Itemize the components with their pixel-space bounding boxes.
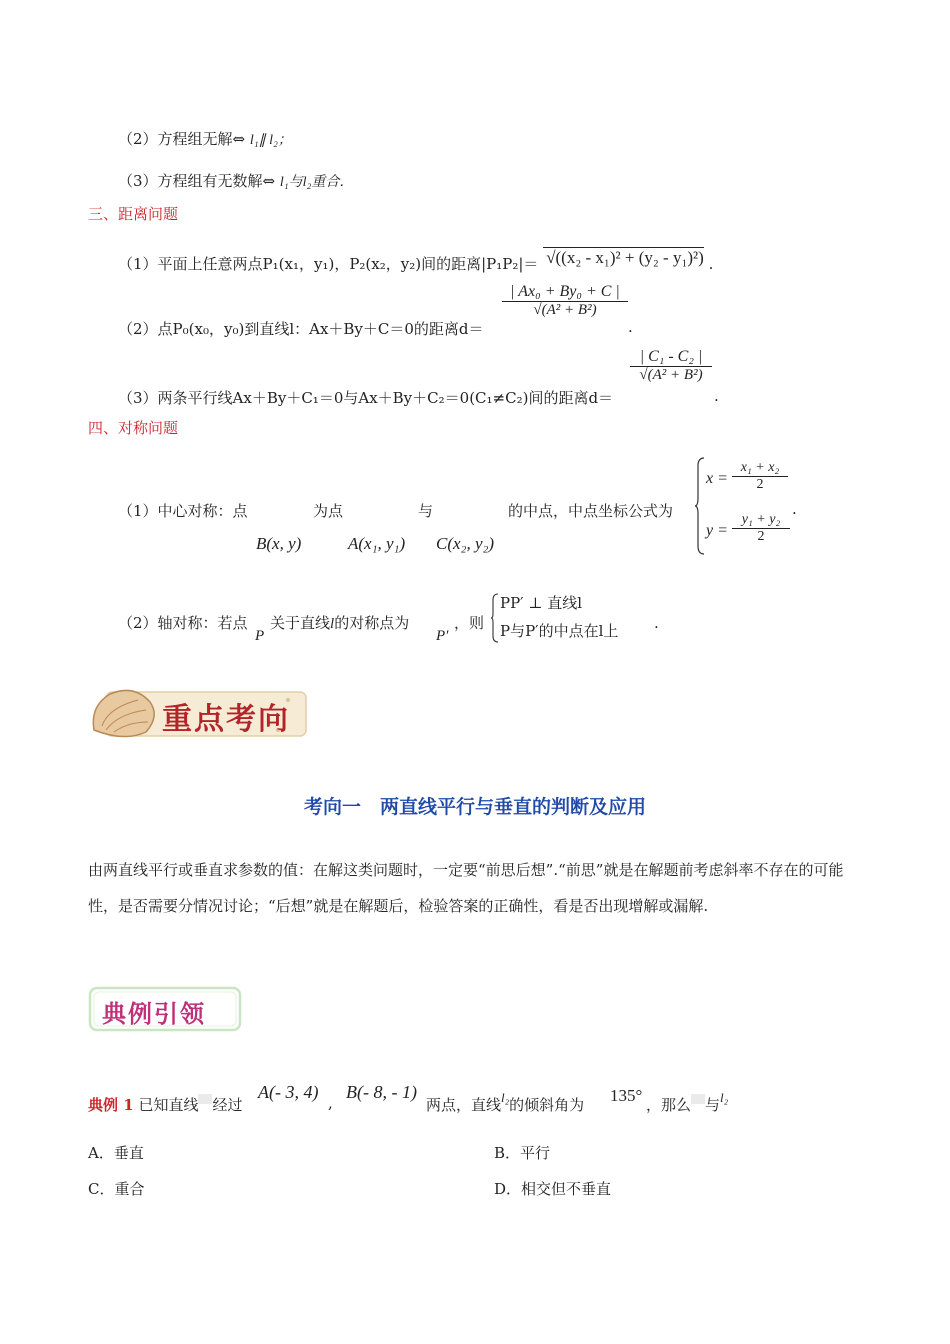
cond-brace-icon (490, 592, 500, 644)
d3-text: （3）两条平行线Ax＋By＋C₁＝0与Ax＋By＋C₂＝0(C₁≠C₂)间的距离d＝ (118, 389, 614, 407)
d2-text: （2）点P₀(x₀，y₀)到直线l：Ax＋By＋C＝0的距离d＝ (118, 320, 484, 338)
formula-y-den: 2 (757, 529, 765, 544)
option-C-text: 重合 (114, 1180, 145, 1198)
d2-numerator: | Ax₀ + By₀ + C | (502, 283, 628, 302)
point-B: B(x, y) (256, 534, 302, 553)
example-banner (88, 986, 244, 1034)
d1-text: （1）平面上任意两点P₁(x₁，y₁)，P₂(x₂，y₂)间的距离|P₁P₂|＝ (118, 255, 539, 273)
key-direction-banner-text: 重点考向 (162, 702, 290, 737)
sym-item-2-b (270, 612, 409, 633)
point-C: C(x₂, y₂) (436, 534, 495, 553)
distance-item-1: （1）平面上任意两点P₁(x₁，y₁)，P₂(x₂，y₂)间的距离|P₁P₂|＝ √((x₂ - x₁)² + (y₂ - y₁)²) . (118, 248, 714, 273)
formula-y-frac (732, 512, 790, 545)
item2-math: l₁∥ l₂； (249, 133, 292, 148)
example-t4: 的倾斜角为 (509, 1096, 585, 1114)
sym-point-Pprime: P′ (436, 628, 449, 644)
sym-item-1-b: 为点 (313, 502, 344, 520)
example-t3-line (426, 1090, 585, 1115)
sym-item-1-a: （1）中心对称：点 (118, 502, 248, 520)
distance-item-2 (118, 318, 484, 339)
list-item-3 (118, 170, 353, 191)
option-A-text: 垂直 (113, 1144, 144, 1162)
example-t6: 与 (705, 1096, 721, 1114)
cond-1: PP′ ⊥ 直线l (500, 594, 583, 612)
d3-fraction (630, 348, 712, 384)
example-point-B: B(- 8, - 1) (346, 1082, 417, 1102)
example-t5: ，那么 (646, 1096, 692, 1114)
example-t3: 两点，直线 (426, 1096, 502, 1114)
formula-x-lhs: x = (706, 470, 728, 487)
d3-numerator: | C₁ - C₂ | (630, 348, 712, 367)
option-D[interactable] (494, 1178, 611, 1199)
line-l1-placeholder-icon (198, 1094, 212, 1104)
option-B-text: 平行 (520, 1144, 551, 1162)
line-l1-placeholder-icon-2 (691, 1094, 705, 1104)
d2-denominator: √(A² + B²) (533, 302, 597, 318)
sym-line-l: l (330, 616, 335, 632)
sym-item-2-d: ，则 (454, 614, 485, 632)
list-item-2 (118, 128, 292, 149)
option-A-letter: A． (88, 1144, 114, 1162)
d3-denominator: √(A² + B²) (639, 367, 703, 383)
section4-title: 四、对称问题 (88, 419, 179, 437)
option-C[interactable] (88, 1178, 145, 1199)
sym-point-P: P (255, 628, 265, 644)
item2-text: （2）方程组无解⇔ (118, 130, 246, 148)
key-direction-banner (88, 684, 310, 744)
sym-item-2-a: （2）轴对称：若点 (118, 614, 248, 632)
item3-text: （3）方程组有无数解⇔ (118, 172, 276, 190)
section3-title: 三、距离问题 (88, 205, 179, 223)
item3-math: l₁与l₂重合． (279, 175, 354, 190)
example-label: 典例 1 (88, 1096, 134, 1114)
d2-fraction (502, 283, 628, 319)
formula-y-num: y₁ + y₂ (732, 512, 790, 529)
example-t5-line (646, 1090, 729, 1115)
formula-x-den: 2 (756, 477, 764, 492)
option-D-text: 相交但不垂直 (521, 1180, 612, 1198)
example-angle: 135° (610, 1086, 643, 1105)
formula-x-frac (732, 460, 788, 493)
topic-heading: 考向一 两直线平行与垂直的判断及应用 (303, 796, 646, 818)
d1-formula: √((x₂ - x₁)² + (y₂ - y₁)²) (543, 247, 704, 267)
example-l2: l₂ (501, 1090, 510, 1105)
formula-y-lhs: y = (706, 522, 728, 539)
option-C-letter: C． (88, 1180, 115, 1198)
brace-icon (694, 456, 706, 556)
option-A[interactable] (88, 1142, 144, 1163)
point-A: A(x₁, y₁) (348, 534, 406, 553)
formula-x-num: x₁ + x₂ (732, 460, 788, 477)
sym-item-1-d: 的中点，中点坐标公式为 (508, 502, 674, 520)
example-1 (88, 1094, 242, 1115)
sym-item-1-c: 与 (418, 502, 434, 520)
option-D-letter: D． (494, 1180, 522, 1198)
option-B[interactable] (494, 1142, 550, 1163)
intro-paragraph: 由两直线平行或垂直求参数的值：在解这类问题时，一定要“前思后想”.“前思”就是在解题前考虑斜率不存在的可能性，是否需要分情况讨论；“后想”就是在解题后，检验答案的正确性，看是否出现增解或漏解. (88, 861, 844, 915)
cond-2: P与P′的中点在l上 (500, 622, 619, 640)
example-banner-text: 典例引领 (102, 999, 206, 1028)
example-t1: 已知直线 (138, 1096, 199, 1114)
example-l2b: l₂ (720, 1090, 729, 1105)
example-point-A: A(- 3, 4) (258, 1082, 319, 1102)
sym-text-c: 的对称点为 (334, 614, 410, 632)
distance-item-3 (118, 387, 613, 408)
example-t2: 经过 (212, 1096, 243, 1114)
sym-text-b: 关于直线 (270, 614, 331, 632)
option-B-letter: B． (494, 1144, 521, 1162)
